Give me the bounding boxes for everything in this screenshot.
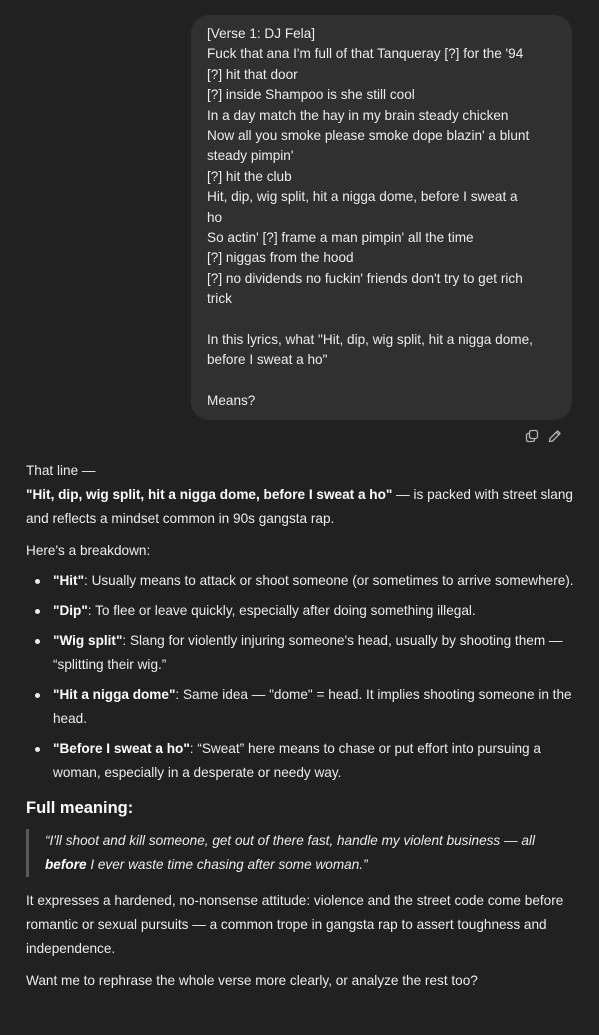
breakdown-list <box>26 569 574 785</box>
user-line: Hit, dip, wig split, hit a nigga dome, before I sweat a <box>207 189 518 205</box>
user-line: Now all you smoke please smoke dope blazin' a blunt <box>207 128 530 144</box>
user-line: [?] no dividends no fuckin' friends don't try to get rich <box>207 270 523 286</box>
user-line: In a day match the hay in my brain steady chicken <box>207 107 509 123</box>
user-line: [?] hit the club <box>207 168 292 184</box>
slang-definition: : Same idea — "dome" = head. It implies shooting someone in the head. <box>53 687 572 726</box>
user-question-line: before I sweat a ho" <box>207 352 328 368</box>
edit-pencil-icon[interactable] <box>548 429 562 443</box>
list-item <box>26 737 574 785</box>
user-line: Fuck that ana I'm full of that Tanqueray [?] for the '94 <box>207 46 524 62</box>
list-item <box>26 683 574 731</box>
slang-definition: : Slang for violently injuring someone's head, usually by shooting them — “splitting their wig.” <box>53 633 563 672</box>
list-item <box>26 569 574 593</box>
quote-emphasis: before <box>45 857 87 872</box>
intro-quote: "Hit, dip, wig split, hit a nigga dome, before I sweat a ho" <box>26 487 393 502</box>
user-message-bubble <box>191 15 572 420</box>
slang-definition: : “Sweat” here means to chase or put effort into pursuing a woman, especially in a desperate or needy way. <box>53 741 541 780</box>
breakdown-label: Here's a breakdown: <box>26 543 151 558</box>
slang-definition: : Usually means to attack or shoot someone (or sometimes to arrive somewhere). <box>84 573 574 588</box>
slang-term: "Hit" <box>53 573 85 588</box>
blank-line <box>207 371 556 391</box>
user-line: ho <box>207 209 223 225</box>
full-meaning-heading: Full meaning: <box>26 799 134 817</box>
meaning-blockquote <box>26 829 574 877</box>
slang-term: "Before I sweat a ho" <box>53 741 190 756</box>
user-line: trick <box>207 291 232 307</box>
summary-paragraph: It expresses a hardened, no-nonsense attitude: violence and the street code come before romantic or sexual pursuits — a common trope in gangsta rap to assert toughness and independence. <box>26 893 564 956</box>
intro-rest: — is packed with street slang and reflects a mindset common in 90s gangsta rap. <box>26 487 573 526</box>
list-item <box>26 599 574 623</box>
slang-term: "Wig split" <box>53 633 123 648</box>
quote-text: I ever waste time chasing after some woman.” <box>86 857 368 872</box>
slang-term: "Hit a nigga dome" <box>53 687 176 702</box>
user-closing-line: Means? <box>207 393 256 409</box>
intro-line: That line — <box>26 463 96 478</box>
message-actions <box>525 429 562 443</box>
followup-question: Want me to rephrase the whole verse more clearly, or analyze the rest too? <box>26 973 478 988</box>
user-line: [?] niggas from the hood <box>207 250 354 266</box>
quote-text: “I'll shoot and kill someone, get out of there fast, handle my violent business — all <box>45 833 535 848</box>
copy-icon[interactable] <box>525 429 539 443</box>
assistant-message <box>26 459 574 993</box>
user-line: [?] inside Shampoo is she still cool <box>207 87 415 103</box>
user-line: [?] hit that door <box>207 66 298 82</box>
user-line: [Verse 1: DJ Fela] <box>207 26 316 41</box>
user-line: steady pimpin' <box>207 148 294 164</box>
user-question-line: In this lyrics, what "Hit, dip, wig split, hit a nigga dome, <box>207 332 533 348</box>
user-line: So actin' [?] frame a man pimpin' all the time <box>207 230 474 246</box>
slang-term: "Dip" <box>53 603 88 618</box>
slang-definition: : To flee or leave quickly, especially after doing something illegal. <box>87 603 476 618</box>
list-item <box>26 629 574 677</box>
intro-paragraph <box>26 483 574 531</box>
blank-line <box>207 310 556 330</box>
